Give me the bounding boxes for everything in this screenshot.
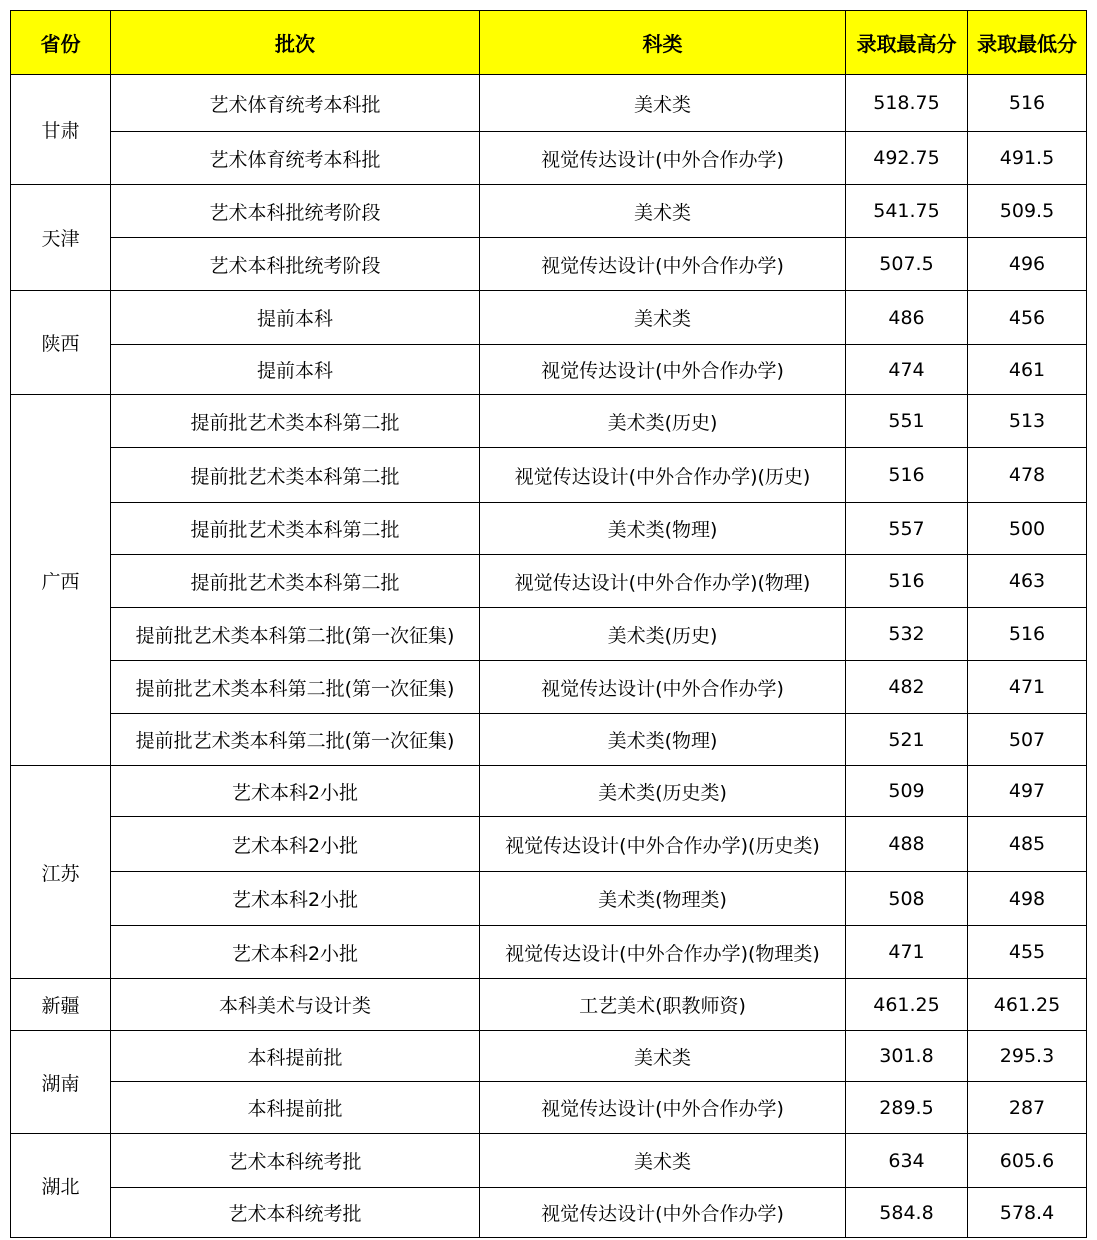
table-row — [11, 395, 1087, 448]
category-cell: 视觉传达设计(中外合作办学) — [480, 1188, 846, 1238]
min-score-cell: 509.5 — [968, 185, 1087, 238]
min-score-cell: 513 — [968, 395, 1087, 448]
max-score-cell: 509 — [846, 766, 968, 817]
min-score-cell: 516 — [968, 75, 1087, 132]
table-row — [11, 448, 1087, 503]
table-row — [11, 238, 1087, 291]
category-cell: 美术类(历史) — [480, 395, 846, 448]
table-row — [11, 661, 1087, 714]
batch-cell: 提前批艺术类本科第二批 — [111, 395, 480, 448]
category-cell: 美术类 — [480, 185, 846, 238]
max-score-cell: 634 — [846, 1134, 968, 1188]
min-score-cell: 455 — [968, 926, 1087, 979]
province-cell: 天津 — [11, 185, 111, 291]
batch-cell: 艺术本科2小批 — [111, 766, 480, 817]
min-score-cell: 463 — [968, 555, 1087, 608]
min-score-cell: 498 — [968, 872, 1087, 926]
category-cell: 视觉传达设计(中外合作办学) — [480, 238, 846, 291]
min-score-cell: 471 — [968, 661, 1087, 714]
table-row — [11, 714, 1087, 766]
table-row — [11, 872, 1087, 926]
table-row — [11, 345, 1087, 395]
table-row — [11, 1082, 1087, 1134]
category-cell: 视觉传达设计(中外合作办学)(物理) — [480, 555, 846, 608]
batch-cell: 艺术本科统考批 — [111, 1134, 480, 1188]
table-row — [11, 817, 1087, 872]
batch-cell: 提前批艺术类本科第二批(第一次征集) — [111, 714, 480, 766]
table-body — [11, 75, 1087, 1238]
min-score-cell: 507 — [968, 714, 1087, 766]
batch-cell: 本科提前批 — [111, 1082, 480, 1134]
min-score-cell: 461 — [968, 345, 1087, 395]
min-score-cell: 287 — [968, 1082, 1087, 1134]
category-cell: 美术类(历史) — [480, 608, 846, 661]
min-score-cell: 461.25 — [968, 979, 1087, 1031]
min-score-cell: 485 — [968, 817, 1087, 872]
province-cell: 甘肃 — [11, 75, 111, 185]
min-score-cell: 456 — [968, 291, 1087, 345]
max-score-cell: 551 — [846, 395, 968, 448]
category-cell: 视觉传达设计(中外合作办学)(物理类) — [480, 926, 846, 979]
category-cell: 工艺美术(职教师资) — [480, 979, 846, 1031]
header-batch: 批次 — [111, 11, 480, 75]
category-cell: 美术类 — [480, 1134, 846, 1188]
table-row — [11, 1134, 1087, 1188]
batch-cell: 本科提前批 — [111, 1031, 480, 1082]
header-max-score: 录取最高分 — [846, 11, 968, 75]
max-score-cell: 471 — [846, 926, 968, 979]
batch-cell: 提前批艺术类本科第二批(第一次征集) — [111, 661, 480, 714]
batch-cell: 艺术本科2小批 — [111, 817, 480, 872]
max-score-cell: 532 — [846, 608, 968, 661]
min-score-cell: 478 — [968, 448, 1087, 503]
table-row — [11, 555, 1087, 608]
category-cell: 视觉传达设计(中外合作办学)(历史) — [480, 448, 846, 503]
max-score-cell: 488 — [846, 817, 968, 872]
category-cell: 美术类(物理类) — [480, 872, 846, 926]
min-score-cell: 516 — [968, 608, 1087, 661]
batch-cell: 艺术体育统考本科批 — [111, 132, 480, 185]
province-cell: 陕西 — [11, 291, 111, 395]
batch-cell: 提前批艺术类本科第二批 — [111, 448, 480, 503]
max-score-cell: 474 — [846, 345, 968, 395]
max-score-cell: 508 — [846, 872, 968, 926]
min-score-cell: 491.5 — [968, 132, 1087, 185]
category-cell: 视觉传达设计(中外合作办学) — [480, 1082, 846, 1134]
batch-cell: 本科美术与设计类 — [111, 979, 480, 1031]
batch-cell: 艺术本科批统考阶段 — [111, 185, 480, 238]
max-score-cell: 289.5 — [846, 1082, 968, 1134]
max-score-cell: 518.75 — [846, 75, 968, 132]
category-cell: 美术类(物理) — [480, 503, 846, 555]
min-score-cell: 295.3 — [968, 1031, 1087, 1082]
table-row — [11, 979, 1087, 1031]
batch-cell: 提前批艺术类本科第二批 — [111, 503, 480, 555]
max-score-cell: 507.5 — [846, 238, 968, 291]
category-cell: 美术类(历史类) — [480, 766, 846, 817]
batch-cell: 艺术本科2小批 — [111, 872, 480, 926]
table-row — [11, 926, 1087, 979]
table-row — [11, 291, 1087, 345]
table-row — [11, 608, 1087, 661]
category-cell: 美术类 — [480, 75, 846, 132]
min-score-cell: 605.6 — [968, 1134, 1087, 1188]
category-cell: 视觉传达设计(中外合作办学) — [480, 132, 846, 185]
province-cell: 江苏 — [11, 766, 111, 979]
category-cell: 美术类 — [480, 291, 846, 345]
max-score-cell: 486 — [846, 291, 968, 345]
min-score-cell: 497 — [968, 766, 1087, 817]
max-score-cell: 541.75 — [846, 185, 968, 238]
category-cell: 视觉传达设计(中外合作办学)(历史类) — [480, 817, 846, 872]
max-score-cell: 557 — [846, 503, 968, 555]
table-row — [11, 1031, 1087, 1082]
max-score-cell: 301.8 — [846, 1031, 968, 1082]
batch-cell: 艺术体育统考本科批 — [111, 75, 480, 132]
batch-cell: 提前本科 — [111, 291, 480, 345]
province-cell: 湖北 — [11, 1134, 111, 1238]
table-row — [11, 1188, 1087, 1238]
header-category: 科类 — [480, 11, 846, 75]
batch-cell: 艺术本科2小批 — [111, 926, 480, 979]
admission-table-wrapper — [10, 10, 1087, 1238]
province-cell: 湖南 — [11, 1031, 111, 1134]
max-score-cell: 516 — [846, 555, 968, 608]
header-row — [11, 11, 1087, 75]
max-score-cell: 482 — [846, 661, 968, 714]
max-score-cell: 584.8 — [846, 1188, 968, 1238]
min-score-cell: 500 — [968, 503, 1087, 555]
table-row — [11, 132, 1087, 185]
min-score-cell: 496 — [968, 238, 1087, 291]
batch-cell: 提前本科 — [111, 345, 480, 395]
province-cell: 新疆 — [11, 979, 111, 1031]
table-row — [11, 75, 1087, 132]
batch-cell: 提前批艺术类本科第二批(第一次征集) — [111, 608, 480, 661]
max-score-cell: 521 — [846, 714, 968, 766]
header-min-score: 录取最低分 — [968, 11, 1087, 75]
min-score-cell: 578.4 — [968, 1188, 1087, 1238]
table-row — [11, 766, 1087, 817]
max-score-cell: 461.25 — [846, 979, 968, 1031]
category-cell: 视觉传达设计(中外合作办学) — [480, 661, 846, 714]
province-cell: 广西 — [11, 395, 111, 766]
table-row — [11, 503, 1087, 555]
header-province: 省份 — [11, 11, 111, 75]
batch-cell: 艺术本科批统考阶段 — [111, 238, 480, 291]
category-cell: 美术类(物理) — [480, 714, 846, 766]
max-score-cell: 492.75 — [846, 132, 968, 185]
category-cell: 美术类 — [480, 1031, 846, 1082]
max-score-cell: 516 — [846, 448, 968, 503]
table-row — [11, 185, 1087, 238]
category-cell: 视觉传达设计(中外合作办学) — [480, 345, 846, 395]
admission-score-table — [10, 10, 1087, 1238]
batch-cell: 艺术本科统考批 — [111, 1188, 480, 1238]
batch-cell: 提前批艺术类本科第二批 — [111, 555, 480, 608]
